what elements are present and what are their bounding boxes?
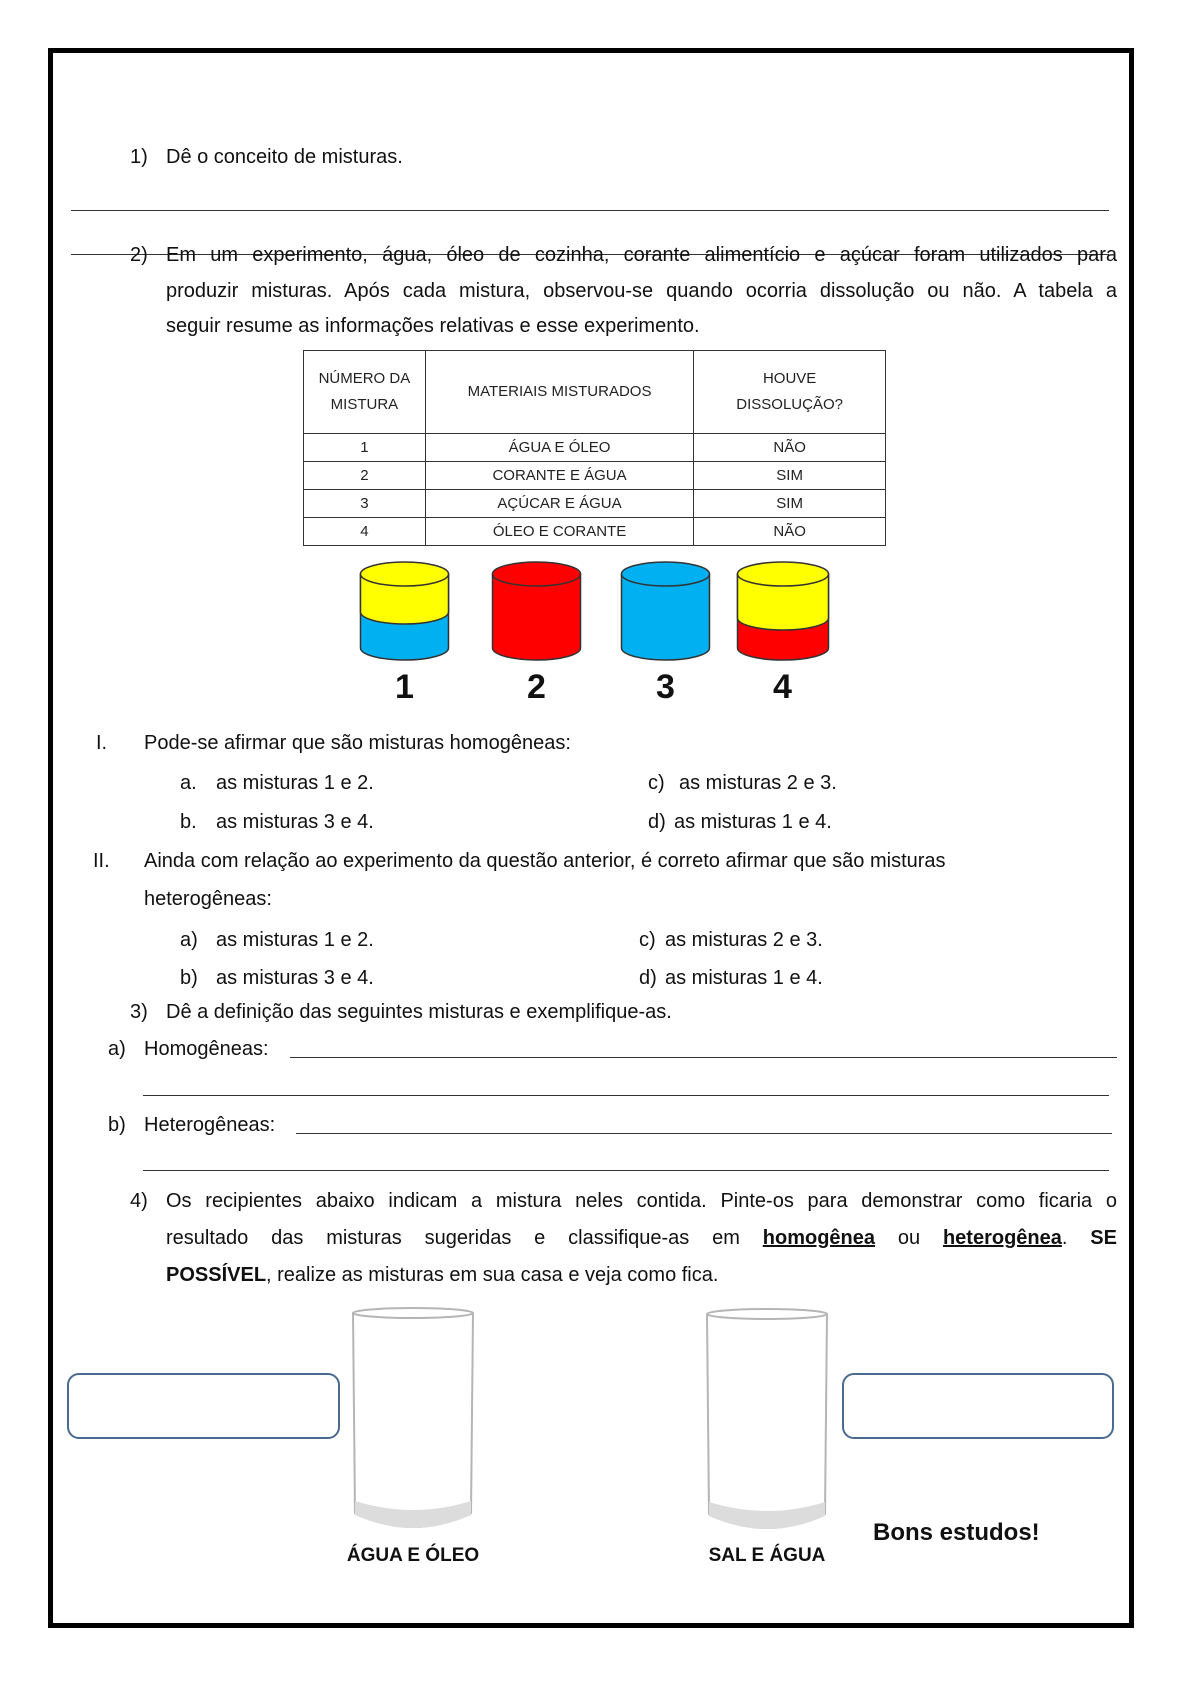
part1-option-d-key: d) — [648, 811, 666, 833]
closing-message: Bons estudos! — [873, 1519, 1040, 1546]
q4-text-line-3: POSSÍVEL, realize as misturas em sua casa e veja como fica. — [166, 1264, 719, 1286]
table-row — [304, 518, 886, 546]
q3-homogeneas-answer-line-2[interactable] — [143, 1095, 1109, 1096]
q3-item-b-label: Heterogêneas: — [144, 1114, 276, 1136]
part1-option-b[interactable]: as misturas 3 e 4. — [216, 811, 374, 833]
cell-numero: 3 — [304, 490, 426, 518]
q3-item-a-label: Homogêneas: — [144, 1038, 269, 1060]
part2-option-d[interactable]: as misturas 1 e 4. — [665, 967, 823, 989]
part1-question: Pode-se afirmar que são misturas homogêneas: — [144, 732, 571, 754]
cell-materiais: ÁGUA E ÓLEO — [425, 434, 693, 462]
q2-text-line-3: seguir resume as informações relativas e esse experimento. — [166, 315, 700, 337]
mixtures-table — [303, 350, 886, 546]
cell-materiais: ÓLEO E CORANTE — [425, 518, 693, 546]
cylinder-1-label: 1 — [395, 668, 414, 706]
part2-option-b-key: b) — [180, 967, 198, 989]
table-row — [304, 462, 886, 490]
cylinder-3-icon — [620, 560, 711, 662]
q1-number: 1) — [130, 146, 148, 168]
q3-homogeneas-answer-line-1[interactable] — [290, 1057, 1117, 1058]
cylinder-4-icon — [736, 560, 830, 662]
q4-number: 4) — [130, 1190, 148, 1212]
part2-option-a[interactable]: as misturas 1 e 2. — [216, 929, 374, 951]
q3-heterogeneas-answer-line-2[interactable] — [143, 1170, 1109, 1171]
cell-dissolucao: SIM — [694, 462, 886, 490]
header-materiais: MATERIAIS MISTURADOS — [425, 351, 693, 434]
glass-label-salt-water: SAL E ÁGUA — [708, 1545, 826, 1566]
glass-label-water-oil: ÁGUA E ÓLEO — [346, 1545, 480, 1566]
part2-option-d-key: d) — [639, 967, 657, 989]
cylinder-2-icon — [491, 560, 582, 662]
table-row — [304, 434, 886, 462]
table-header-row — [304, 351, 886, 434]
cell-dissolucao: SIM — [694, 490, 886, 518]
cylinder-4-label: 4 — [773, 668, 792, 706]
cell-dissolucao: NÃO — [694, 434, 886, 462]
header-numero: NÚMERO DA MISTURA — [304, 351, 426, 434]
classification-box-right[interactable] — [842, 1373, 1114, 1439]
homogenea-emphasis: homogênea — [762, 1227, 876, 1249]
glass-water-oil-icon[interactable] — [350, 1305, 476, 1539]
cell-materiais: AÇÚCAR E ÁGUA — [425, 490, 693, 518]
part2-option-a-key: a) — [180, 929, 198, 951]
q2-text-line-1: Em um experimento, água, óleo de cozinha, corante alimentício e açúcar foram utilizados para — [166, 244, 1117, 266]
q3-number: 3) — [130, 1001, 148, 1023]
cylinder-3-label: 3 — [656, 668, 675, 706]
part2-question-line-1: Ainda com relação ao experimento da questão anterior, é correto afirmar que são misturas — [144, 850, 946, 872]
part1-option-d[interactable]: as misturas 1 e 4. — [674, 811, 832, 833]
q3-item-a-key: a) — [108, 1038, 126, 1060]
q4-text-line-1: Os recipientes abaixo indicam a mistura neles contida. Pinte-os para demonstrar como ficaria o — [166, 1190, 1117, 1212]
part2-option-c-key: c) — [639, 929, 656, 951]
part1-option-a[interactable]: as misturas 1 e 2. — [216, 772, 374, 794]
cell-numero: 4 — [304, 518, 426, 546]
part2-question-line-2: heterogêneas: — [144, 888, 272, 910]
header-dissolucao: HOUVE DISSOLUÇÃO? — [694, 351, 886, 434]
q4-text-line-2: resultado das misturas sugeridas e classifique-as em homogênea ou heterogênea. SE — [166, 1227, 1117, 1249]
part1-option-a-key: a. — [180, 772, 197, 794]
part1-option-c-key: c) — [648, 772, 665, 794]
q3-text: Dê a definição das seguintes misturas e exemplifique-as. — [166, 1001, 672, 1023]
cylinder-1-icon — [359, 560, 450, 662]
glass-salt-water-icon[interactable] — [704, 1306, 830, 1540]
q1-text: Dê o conceito de misturas. — [166, 146, 403, 168]
q2-number: 2) — [130, 244, 148, 266]
q3-heterogeneas-answer-line-1[interactable] — [296, 1133, 1112, 1134]
part2-option-c[interactable]: as misturas 2 e 3. — [665, 929, 823, 951]
part2-option-b[interactable]: as misturas 3 e 4. — [216, 967, 374, 989]
q2-text-line-2: produzir misturas. Após cada mistura, observou-se quando ocorria dissolução ou não. A tabela a — [166, 280, 1117, 302]
q1-answer-line-1[interactable] — [71, 210, 1109, 211]
part1-numeral: I. — [96, 732, 108, 754]
q3-item-b-key: b) — [108, 1114, 126, 1136]
table-row — [304, 490, 886, 518]
classification-box-left[interactable] — [67, 1373, 340, 1439]
cell-numero: 1 — [304, 434, 426, 462]
cylinder-2-label: 2 — [527, 668, 546, 706]
cell-materiais: CORANTE E ÁGUA — [425, 462, 693, 490]
cell-dissolucao: NÃO — [694, 518, 886, 546]
part1-option-b-key: b. — [180, 811, 197, 833]
part2-numeral: II. — [93, 850, 110, 872]
part1-option-c[interactable]: as misturas 2 e 3. — [679, 772, 837, 794]
heterogenea-emphasis: heterogênea — [942, 1227, 1062, 1249]
cell-numero: 2 — [304, 462, 426, 490]
